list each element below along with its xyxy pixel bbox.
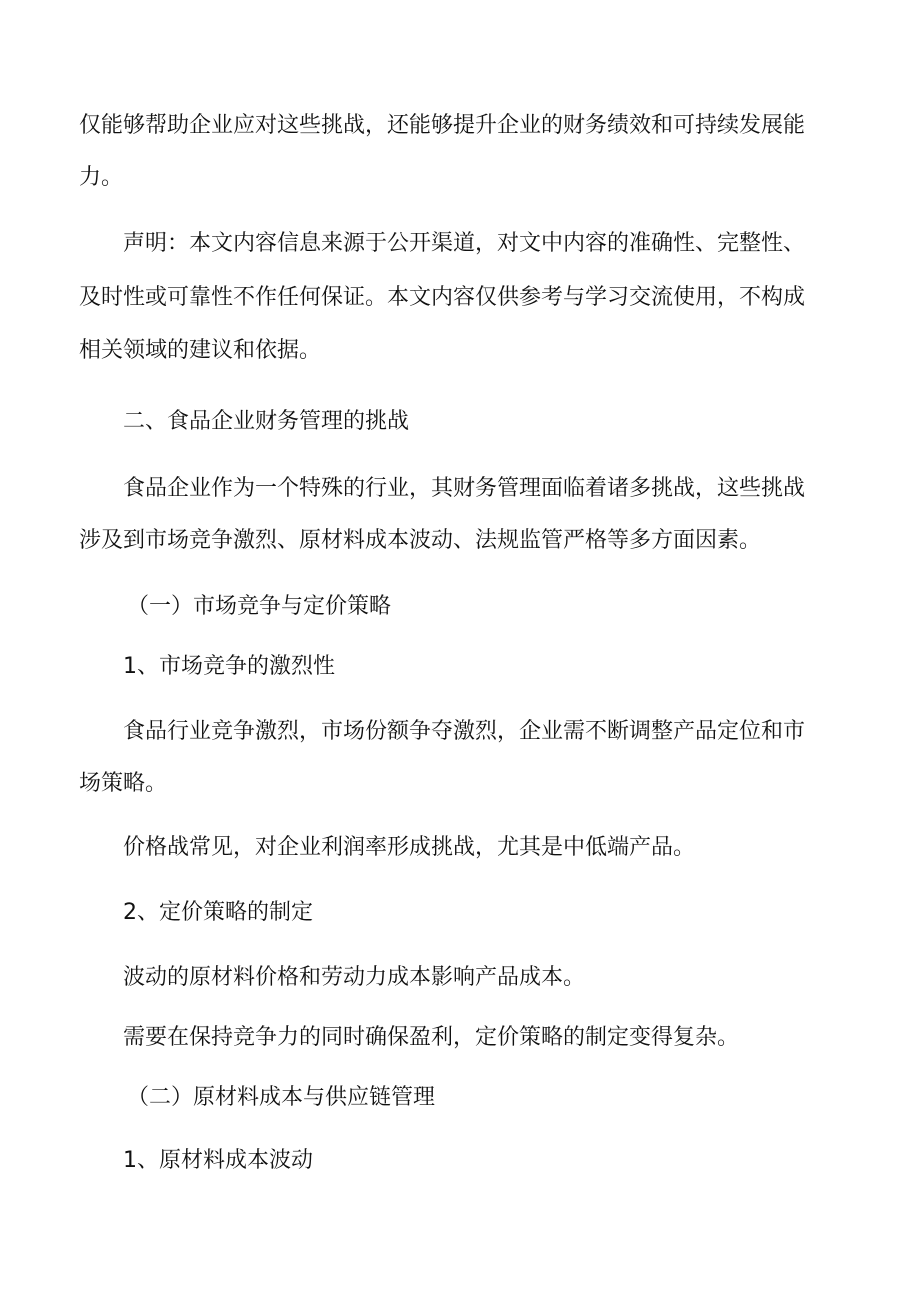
body-text-line: 仅能够帮助企业应对这些挑战，还能够提升企业的财务绩效和可持续发展能 bbox=[79, 113, 806, 138]
body-text-line: 波动的原材料价格和劳动力成本影响产品成本。 bbox=[123, 965, 586, 990]
subsection-heading: （二）原材料成本与供应链管理 bbox=[127, 1085, 436, 1110]
disclaimer-line: 声明：本文内容信息来源于公开渠道，对文中内容的准确性、完整性、 bbox=[123, 231, 806, 256]
item-heading: 1、市场竞争的激烈性 bbox=[123, 654, 335, 679]
disclaimer-line: 相关领域的建议和依据。 bbox=[79, 338, 322, 363]
body-text-line: 场策略。 bbox=[79, 771, 168, 796]
body-text-line: 力。 bbox=[79, 165, 124, 190]
item-heading: 2、定价策略的制定 bbox=[123, 900, 313, 925]
section-heading: 二、食品企业财务管理的挑战 bbox=[123, 409, 410, 434]
item-heading: 1、原材料成本波动 bbox=[123, 1148, 313, 1173]
body-text-line: 需要在保持竞争力的同时确保盈利，定价策略的制定变得复杂。 bbox=[123, 1025, 740, 1050]
body-text-line: 价格战常见，对企业利润率形成挑战，尤其是中低端产品。 bbox=[123, 835, 696, 860]
body-text-line: 食品行业竞争激烈，市场份额争夺激烈，企业需不断调整产品定位和市 bbox=[123, 719, 806, 744]
subsection-heading: （一）市场竞争与定价策略 bbox=[127, 594, 392, 619]
body-text-line: 食品企业作为一个特殊的行业，其财务管理面临着诸多挑战，这些挑战 bbox=[123, 476, 806, 501]
disclaimer-line: 及时性或可靠性不作任何保证。本文内容仅供参考与学习交流使用，不构成 bbox=[79, 285, 806, 310]
body-text-line: 涉及到市场竞争激烈、原材料成本波动、法规监管严格等多方面因素。 bbox=[79, 528, 762, 553]
